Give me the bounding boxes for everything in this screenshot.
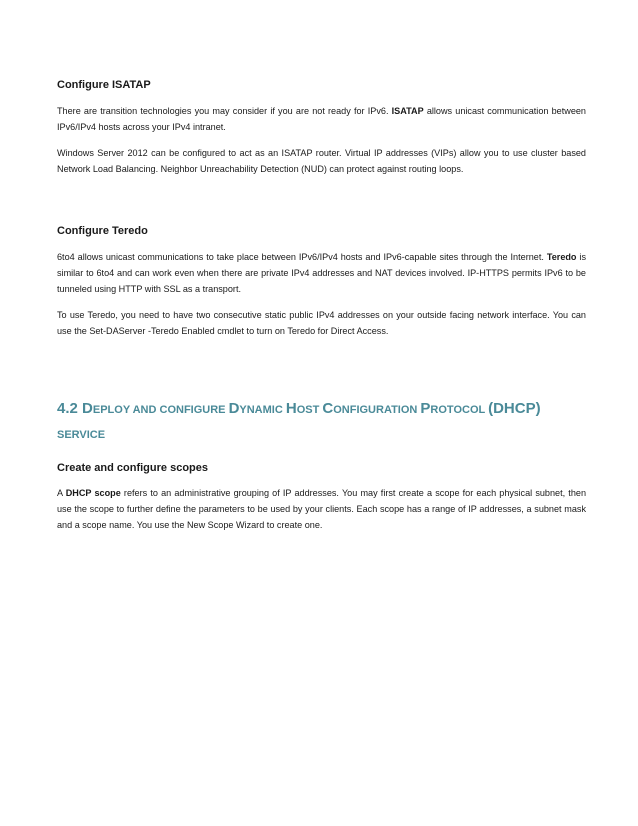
section-configure-teredo	[57, 224, 586, 339]
paragraph-isatap-intro: There are transition technologies you may consider if you are not ready for IPv6. ISATAP allows unicast communication between IPv6/IPv4 hosts across your IPv4 intranet.	[57, 106, 586, 132]
paragraph-dhcp-scope: A DHCP scope refers to an administrative grouping of IP addresses. You may first create a scope for each physical subnet, then use the scope to further define the parameters to be used by your clients. Each scope has a range of IP addresses, a subnet mask and a scope name. You use the New Scope Wizard to create one.	[57, 488, 586, 530]
heading-configure-isatap: Configure ISATAP	[57, 79, 151, 91]
term-dhcp-scope: DHCP scope	[65, 488, 121, 498]
paragraph-teredo-usage: To use Teredo, you need to have two consecutive static public IPv4 addresses on your outside facing network interface. You can use the Set-DAServer -Teredo Enabled cmdlet to turn on Teredo for Direct Access.	[57, 310, 586, 336]
paragraph-isatap-router: Windows Server 2012 can be configured to act as an ISATAP router. Virtual IP addresses (VIPs) allow you to use cluster based Network Load Balancing. Neighbor Unreachability Detection (NUD) can protect against routing loops.	[57, 148, 586, 174]
paragraph-teredo-intro: 6to4 allows unicast communications to take place between IPv6/IPv4 hosts and IPv6-capable sites through the Internet. Teredo is similar to 6to4 and can work even when there are private IPv4 addresses and NAT devices involved. IP-HTTPS permits IPv6 to be tunneled using HTTP with SSL as a transport.	[57, 252, 587, 294]
term-teredo: Teredo	[546, 252, 577, 262]
chapter-heading-dhcp: 4.2 DEPLOY AND CONFIGURE DYNAMIC HOST CONFIGURATION PROTOCOL (DHCP) SERVICE	[57, 400, 541, 441]
heading-configure-teredo: Configure Teredo	[57, 225, 148, 237]
term-isatap: ISATAP	[391, 106, 424, 116]
heading-create-configure-scopes: Create and configure scopes	[57, 462, 208, 474]
section-configure-isatap	[57, 78, 586, 177]
section-create-configure-scopes	[57, 461, 586, 533]
